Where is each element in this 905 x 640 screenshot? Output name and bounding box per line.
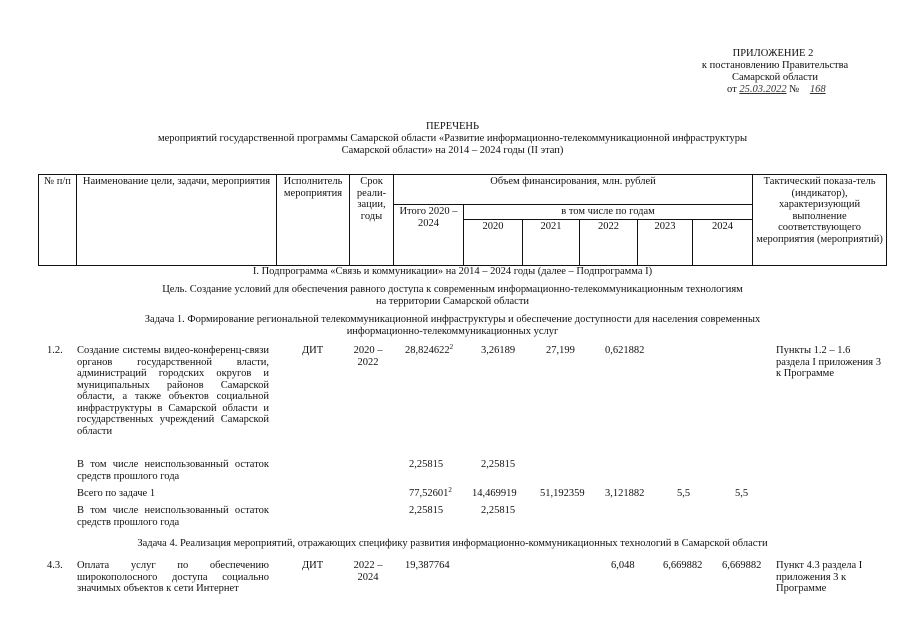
annex-title: ПРИЛОЖЕНИЕ 2 [732, 48, 814, 59]
row-2023: 5,5 [677, 488, 691, 499]
row-2021: 51,192359 [540, 488, 585, 499]
row-name: В том числе неиспользованный остаток средств прошлого года [77, 505, 269, 528]
header-year-2024: 2024 [693, 219, 753, 265]
row-2023: 6,669882 [663, 560, 703, 571]
row-2024: 6,669882 [722, 560, 762, 571]
row-term: 2020 – 2022 [353, 345, 383, 368]
row-2022: 3,121882 [605, 488, 645, 499]
row-2022: 0,621882 [605, 345, 645, 356]
header-year-2021: 2021 [523, 219, 580, 265]
row-name: Оплата услуг по обеспечению широкополосного доступа социально значимых объектов к сети Интернет [77, 560, 269, 594]
header-year-2022: 2022 [580, 219, 638, 265]
header-col-financing: Объем финансирования, млн. рублей [394, 175, 753, 205]
subprogram-heading: I. Подпрограмма «Связь и коммуникации» на 2014 – 2024 годы (далее – Подпрограмма I) [252, 266, 653, 277]
financing-table-header [38, 174, 887, 266]
row-total: 77,52601$^2$ [409, 486, 452, 499]
task1-line1: Задача 1. Формирование региональной телекоммуникационной инфраструктуры и обеспечение доступности для населения современных [144, 314, 761, 325]
row-indicator: Пункты 1.2 – 1.6 раздела I приложения 3 к Программе [776, 345, 881, 379]
row-num: 1.2. [47, 345, 63, 356]
goal-line2: на территории Самарской области [375, 296, 530, 307]
annex-line2: к постановлению Правительства [701, 60, 849, 71]
row-indicator: Пункт 4.3 раздела I приложения 3 к Программе [776, 560, 863, 594]
header-col-name: Наименование цели, задачи, мероприятия [77, 175, 277, 266]
row-total: 2,25815 [409, 459, 444, 470]
row-2021: 27,199 [546, 345, 575, 356]
doc-title-line2: Самарской области» на 2014 – 2024 годы (II этап) [341, 145, 564, 156]
header-year-2023: 2023 [638, 219, 693, 265]
annex-date-line [727, 84, 834, 96]
row-name: Всего по задаче 1 [77, 488, 156, 499]
doc-title-line1: мероприятий государственной программы Самарской области «Развитие информационно-телекоммуникационной инфраструктуры [157, 133, 747, 144]
annex-date-prefix: от [727, 84, 737, 95]
goal-line1: Цель. Создание условий для обеспечения равного доступа к современным информационно-телекоммуникационным технологиям [162, 284, 743, 295]
task1-line2: информационно-телекоммуникационных услуг [346, 326, 559, 337]
header-col-total: Итого 2020 – 2024 [394, 205, 464, 266]
row-2020: 3,26189 [481, 345, 516, 356]
header-year-2020: 2020 [464, 219, 523, 265]
row-name: Создание системы видео-конференц-связи органов государственной власти, администраций городских округов и муниципальных районов Самарской области, а также объектов социальной инфраструктуры в Самарской области и государственных учреждений Самарской области [77, 345, 269, 437]
row-2020: 2,25815 [481, 459, 516, 470]
task4-heading: Задача 4. Реализация мероприятий, отражающих специфику развития информационно-коммуникационных технологий в Самарской области [137, 538, 768, 549]
header-col-including: в том числе по годам [464, 205, 753, 220]
row-total: 2,25815 [409, 505, 444, 516]
header-col-num: № п/п [39, 175, 77, 266]
row-2020: 2,25815 [481, 505, 516, 516]
row-2020: 14,469919 [472, 488, 517, 499]
row-2022: 6,048 [611, 560, 635, 571]
doc-heading: ПЕРЕЧЕНЬ [425, 121, 480, 132]
annex-number-handwritten: 168 [809, 84, 826, 95]
row-executor: ДИТ [302, 560, 324, 571]
row-total: 19,387764 [405, 560, 450, 571]
row-2024: 5,5 [735, 488, 749, 499]
header-col-indicator: Тактический показа-тель (индикатор), характеризующий выполнение соответствующего мероприятия (мероприятий) [753, 175, 887, 266]
row-executor: ДИТ [302, 345, 324, 356]
row-term: 2022 – 2024 [353, 560, 383, 583]
annex-number-prefix: № [789, 84, 800, 95]
row-num: 4.3. [47, 560, 63, 571]
annex-line3: Самарской области [732, 72, 818, 83]
header-col-term: Срок реали-зации, годы [350, 175, 394, 266]
header-col-executor: Исполнитель мероприятия [277, 175, 350, 266]
row-name: В том числе неиспользованный остаток средств прошлого года [77, 459, 269, 482]
annex-date-handwritten: 25.03.2022 [739, 84, 787, 95]
row-total: 28,824622$^2$ [405, 343, 454, 356]
